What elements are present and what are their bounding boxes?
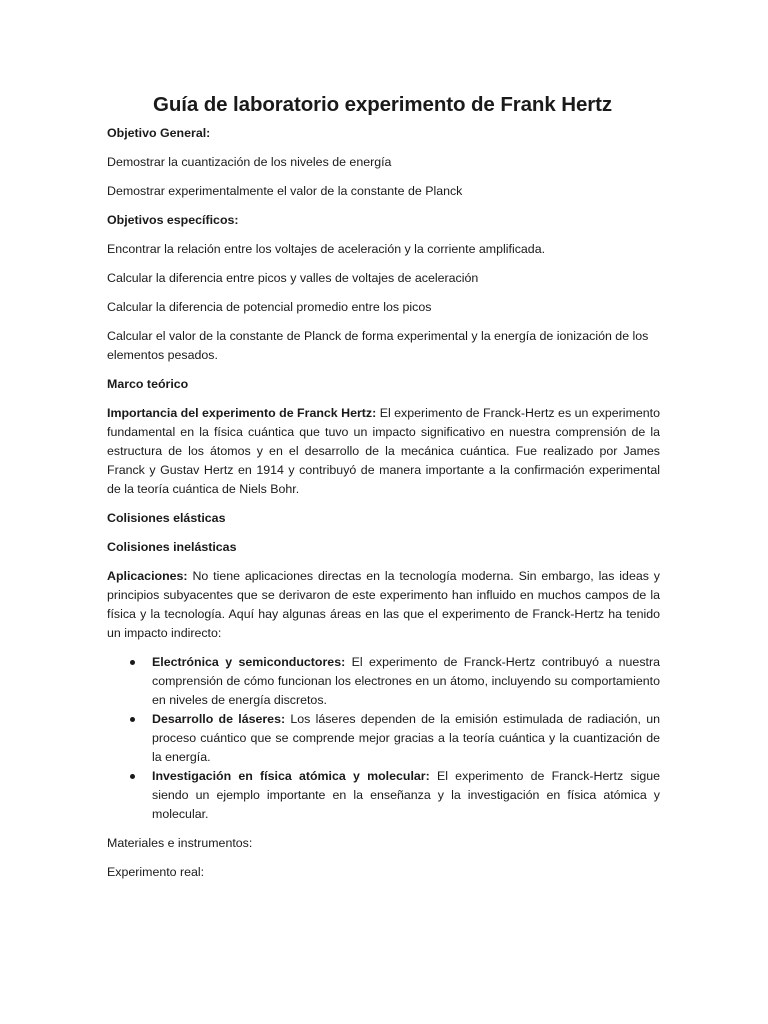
- bullet-lead: Electrónica y semiconductores:: [152, 655, 346, 669]
- applications-text: No tiene aplicaciones directas en la tecnología moderna. Sin embargo, las ideas y principios subyacentes que se derivaron de este experimento han influido en muchos campos de la física y la tecnología. Aquí hay algunas áreas en las que el experimento de Franck-Hertz ha tenido un impacto indirecto:: [107, 569, 660, 640]
- list-item: [107, 710, 660, 767]
- importance-lead: Importancia del experimento de Franck Hertz:: [107, 406, 377, 420]
- bullet-lead: Investigación en física atómica y molecular:: [152, 769, 430, 783]
- list-item: [107, 767, 660, 824]
- elastic-collisions-heading: Colisiones elásticas: [107, 511, 226, 525]
- bullet-text: El experimento de Franck-Hertz sigue siendo un ejemplo importante en la enseñanza y la investigación en física atómica y molecular.: [152, 769, 660, 821]
- applications-paragraph: [107, 567, 660, 643]
- theory-heading: Marco teórico: [107, 377, 189, 391]
- importance-paragraph: [107, 404, 660, 499]
- document-page: [107, 90, 660, 892]
- specific-objective-item: Calcular la diferencia de potencial promedio entre los picos: [107, 300, 432, 314]
- specific-objective-item: Calcular la diferencia entre picos y valles de voltajes de aceleración: [107, 271, 479, 285]
- bullet-text: El experimento de Franck-Hertz contribuyó a nuestra comprensión de cómo funcionan los electrones en un átomo, incluyendo su comportamiento en niveles de energía discretos.: [152, 655, 660, 707]
- bullet-icon: [130, 774, 135, 779]
- bullet-text: Los láseres dependen de la emisión estimulada de radiación, un proceso cuántico que se comprende mejor gracias a la teoría cuántica y la cuantización de la energía.: [152, 712, 661, 764]
- specific-objective-item: Calcular el valor de la constante de Planck de forma experimental y la energía de ionización de los elementos pesados.: [107, 329, 649, 362]
- specific-objective-item: Encontrar la relación entre los voltajes de aceleración y la corriente amplificada.: [107, 242, 546, 256]
- general-objective-heading: Objetivo General:: [107, 126, 211, 140]
- list-item: [107, 653, 660, 710]
- applications-lead: Aplicaciones:: [107, 569, 188, 583]
- importance-text: El experimento de Franck-Hertz es un experimento fundamental en la física cuántica que tuvo un impacto significativo en nuestra comprensión de la estructura de los átomos y en el desarrollo de la mecánica cuántica. Fue realizado por James Franck y Gustav Hertz en 1914 y contribuyó de manera importante a la confirmación experimental de la teoría cuántica de Niels Bohr.: [107, 406, 661, 496]
- inelastic-collisions-heading: Colisiones inelásticas: [107, 540, 237, 554]
- materials-heading: Materiales e instrumentos:: [107, 836, 253, 850]
- specific-objectives-heading: Objetivos específicos:: [107, 213, 239, 227]
- document-title: Guía de laboratorio experimento de Frank Hertz: [152, 93, 613, 116]
- real-experiment-heading: Experimento real:: [107, 865, 205, 879]
- bullet-icon: [130, 717, 135, 722]
- applications-list: [107, 653, 660, 824]
- bullet-icon: [130, 660, 135, 665]
- general-objective-item: Demostrar experimentalmente el valor de la constante de Planck: [107, 184, 463, 198]
- general-objective-item: Demostrar la cuantización de los niveles de energía: [107, 155, 392, 169]
- bullet-lead: Desarrollo de láseres:: [152, 712, 286, 726]
